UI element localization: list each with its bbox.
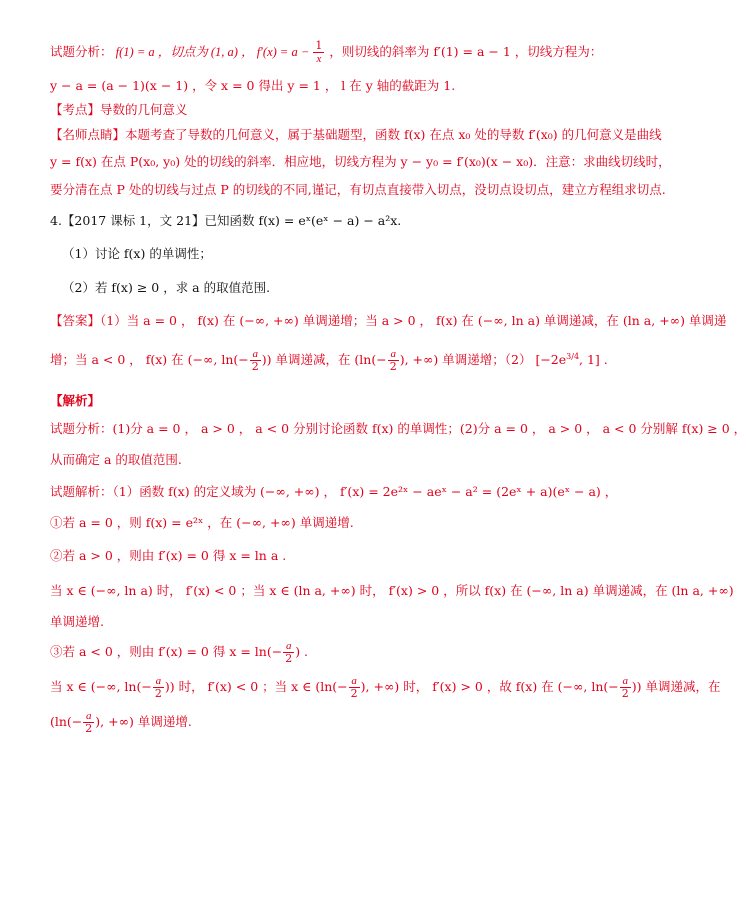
- exponent: 3/4: [566, 352, 580, 361]
- analysis-text-tail: ，则切线的斜率为 f′(1) = a − 1 ，切线方程为：: [325, 44, 603, 59]
- fraction-numerator: a: [283, 640, 294, 653]
- case3t-seg-b: ), +∞) 单调递增.: [95, 714, 192, 729]
- fraction-numerator: a: [153, 675, 164, 688]
- jiexi-analysis-1: 试题分析：(1)分 a = 0 ， a > 0 ， a < 0 分别讨论函数 f(x) 的单调性；(2)分 a = 0 ， a > 0 ， a < 0 分别解 f(x) ≥ 0 ，: [50, 421, 746, 436]
- case3-seg-b: ) .: [295, 644, 309, 659]
- mingshi-line-2: y = f(x) 在点 P(x₀, y₀) 处的切线的斜率．相应地，切线方程为 y − y₀ = f′(x₀)(x − x₀)．注意：求曲线切线时，: [50, 154, 671, 169]
- problem-stem: 4.【2017 课标 1，文 21】已知函数 f(x) = eˣ(eˣ − a) − a²x.: [50, 213, 402, 228]
- jiexi-analysis-2: 从而确定 a 的取值范围.: [50, 452, 182, 467]
- jiexi-solve-1: 试题解析：（1）函数 f(x) 的定义域为 (−∞, +∞) ， f′(x) = 2e²ˣ − aeˣ − a² = (2eˣ + a)(eˣ − a) ，: [50, 484, 618, 499]
- fraction-denominator: 2: [389, 360, 397, 374]
- answer-seg-c: ), +∞) 单调递增；（2） [−2e: [399, 352, 567, 368]
- case3-seg-a: ③若 a < 0 ，则由 f′(x) = 0 得 x = ln(−: [50, 644, 283, 659]
- jiexi-case-3-detail: [50, 675, 721, 700]
- fraction-numerator: a: [388, 348, 399, 361]
- jiexi-case-3-tail: [50, 710, 610, 735]
- fraction-a-over-2: [349, 675, 360, 700]
- answer-seg-b: )) 单调递减，在 (ln(−: [261, 352, 387, 368]
- case3d-seg-a: 当 x ∈ (−∞, ln(−: [50, 679, 152, 694]
- prev-analysis-line-2: y − a = (a − 1)(x − 1) ，令 x = 0 得出 y = 1 ， l 在 y 轴的截距为 1.: [50, 78, 456, 93]
- jiexi-case-2-detail: 当 x ∈ (−∞, ln a) 时， f′(x) < 0 ；当 x ∈ (ln a, +∞) 时， f′(x) > 0 ，所以 f(x) 在 (−∞, ln a) 单调递减，在 (ln a, +∞): [50, 583, 734, 598]
- mingshi-line-3: 要分清在点 P 处的切线与过点 P 的切线的不同,谨记，有切点直接带入切点，没切点设切点，建立方程组求切点.: [50, 182, 666, 197]
- case3d-seg-c: ), +∞) 时， f′(x) > 0 ，故 f(x) 在 (−∞, ln(−: [360, 679, 619, 694]
- jiexi-case-3: [50, 640, 610, 665]
- answer-line-2: [50, 348, 610, 373]
- fraction-numerator: a: [250, 348, 261, 361]
- fraction-denominator: 2: [285, 652, 293, 665]
- fraction-denominator: 2: [251, 360, 259, 374]
- problem-part-1: （1）讨论 f(x) 的单调性；: [62, 246, 212, 261]
- prev-analysis-line-1: [50, 40, 610, 65]
- analysis-label: 试题分析：: [50, 44, 113, 59]
- jiexi-case-2-tail: 单调递增.: [50, 614, 104, 629]
- analysis-text: f(1) = a ，切点为 (1, a) ， f′(x) = a −: [112, 45, 313, 59]
- case3d-seg-b: )) 时， f′(x) < 0 ；当 x ∈ (ln(−: [164, 679, 348, 694]
- fraction-denominator: x: [316, 53, 322, 65]
- fraction-denominator: 2: [154, 687, 162, 700]
- jiexi-case-2: ②若 a > 0 ，则由 f′(x) = 0 得 x = ln a .: [50, 548, 287, 563]
- fraction-a-over-2: [83, 710, 94, 735]
- fraction-numerator: a: [620, 675, 631, 688]
- jiexi-case-1: ①若 a = 0 ，则 f(x) = e²ˣ ，在 (−∞, +∞) 单调递增.: [50, 515, 354, 530]
- fraction-a-over-2: [283, 640, 294, 665]
- fraction-denominator: 2: [350, 687, 358, 700]
- fraction-denominator: 2: [621, 687, 629, 700]
- mingshi-line-1: 【名师点睛】本题考查了导数的几何意义，属于基础题型，函数 f(x) 在点 x₀ 处的导数 f′(x₀) 的几何意义是曲线: [50, 127, 662, 142]
- fraction-denominator: 2: [85, 722, 93, 735]
- answer-seg-a: 增；当 a < 0 ， f(x) 在 (−∞, ln(−: [50, 352, 249, 368]
- fraction-numerator: 1: [315, 39, 323, 52]
- fraction-numerator: a: [349, 675, 360, 688]
- fraction-a-over-2: [250, 348, 261, 373]
- fraction-a-over-2: [620, 675, 631, 700]
- answer-line-1: 【答案】（1）当 a = 0 ， f(x) 在 (−∞, +∞) 单调递增；当 a > 0 ， f(x) 在 (−∞, ln a) 单调递减，在 (ln a, +∞) 单调递: [50, 313, 727, 328]
- fraction-a-over-2: [153, 675, 164, 700]
- jiexi-label: 【解析】: [50, 393, 101, 408]
- case3d-seg-d: )) 单调递减，在: [631, 679, 721, 694]
- fraction-a-over-2: [388, 348, 399, 373]
- answer-seg-d: , 1] .: [579, 352, 608, 368]
- kaodian-line: 【考点】导数的几何意义: [50, 102, 188, 117]
- fraction-numerator: a: [83, 710, 94, 723]
- case3t-seg-a: (ln(−: [50, 714, 83, 729]
- problem-part-2: （2）若 f(x) ≥ 0 ，求 a 的取值范围.: [62, 280, 271, 295]
- fraction-1-over-x: [313, 40, 324, 65]
